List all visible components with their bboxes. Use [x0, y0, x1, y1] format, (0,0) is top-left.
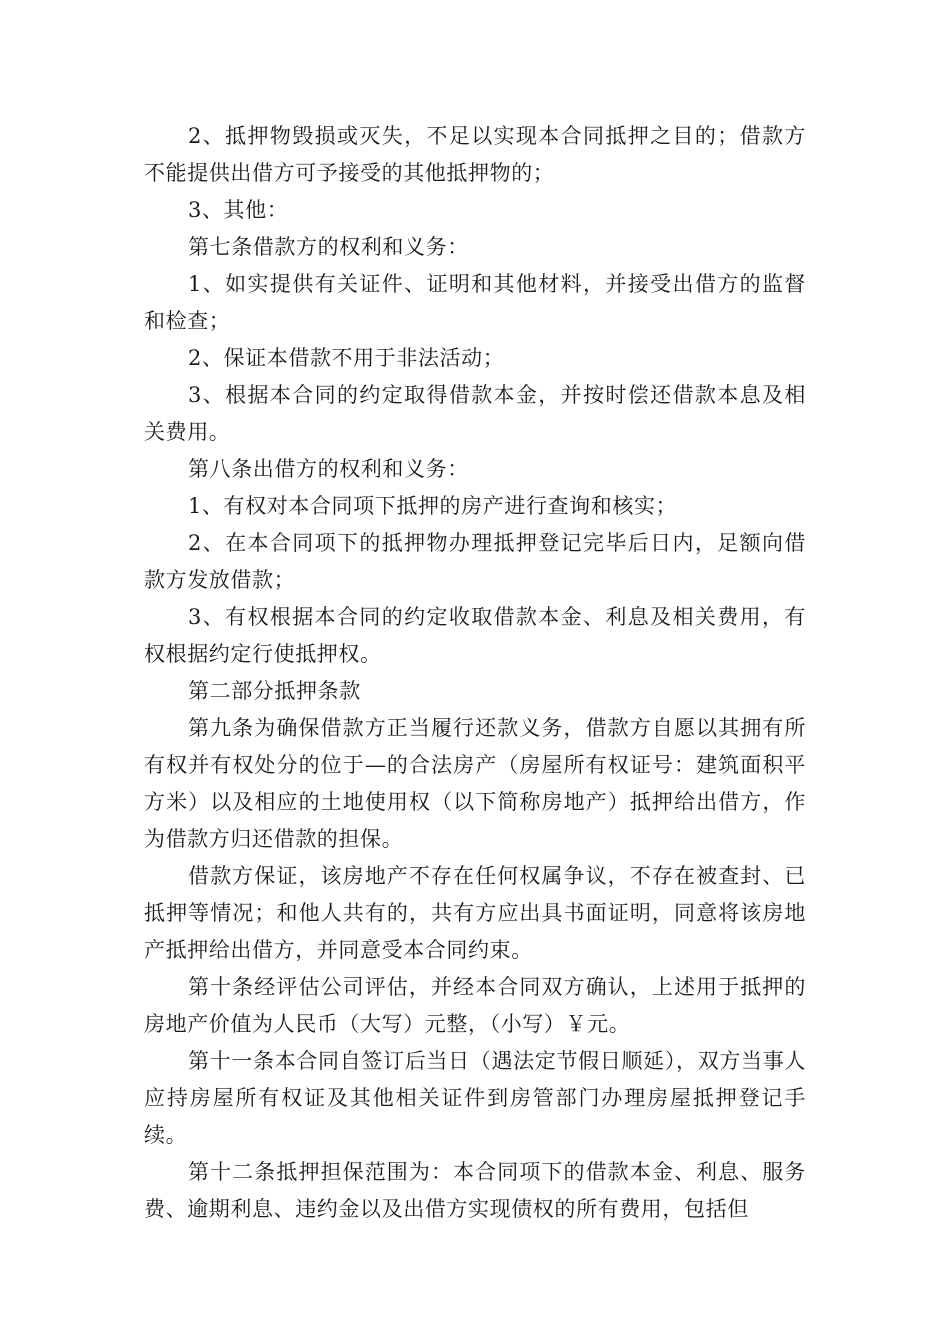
document-body [144, 118, 806, 1228]
paragraph-clause-9: 第九条为确保借款方正当履行还款义务，借款方自愿以其拥有所有权并有权处分的位于—的合法房产（房屋所有权证号：建筑面积平方米）以及相应的土地使用权（以下简称房地产）抵押给出借方，作为借款方归还借款的担保。 [144, 716, 806, 851]
paragraph-clause-7-item-2: 2、保证本借款不用于非法活动； [188, 346, 505, 370]
paragraph-clause-8-item-1: 1、有权对本合同项下抵押的房产进行查询和核实； [188, 494, 678, 518]
paragraph-clause-6-item-2: 2、抵押物毁损或灭失，不足以实现本合同抵押之目的；借款方不能提供出借方可予接受的其他抵押物的； [144, 124, 806, 185]
paragraph-clause-7-item-1: 1、如实提供有关证件、证明和其他材料，并接受出借方的监督和检查； [144, 272, 806, 333]
paragraph-clause-10: 第十条经评估公司评估，并经本合同双方确认，上述用于抵押的房地产价值为人民币（大写）元整，（小写）￥元。 [144, 975, 806, 1036]
paragraph-clause-8-item-2: 2、在本合同项下的抵押物办理抵押登记完毕后日内，足额向借款方发放借款； [144, 531, 806, 592]
paragraph-clause-11: 第十一条本合同自签订后当日（遇法定节假日顺延），双方当事人应持房屋所有权证及其他相关证件到房管部门办理房屋抵押登记手续。 [144, 1049, 806, 1147]
heading-clause-7: 第七条借款方的权利和义务： [188, 235, 469, 259]
heading-part-2: 第二部分抵押条款 [188, 679, 361, 703]
paragraph-clause-7-item-3: 3、根据本合同的约定取得借款本金，并按时偿还借款本息及相关费用。 [144, 383, 806, 444]
paragraph-borrower-guarantee: 借款方保证，该房地产不存在任何权属争议，不存在被查封、已抵押等情况；和他人共有的，共有方应出具书面证明，同意将该房地产抵押给出借方，并同意受本合同约束。 [144, 864, 806, 962]
paragraph-clause-6-item-3: 3、其他： [188, 198, 289, 222]
heading-clause-8: 第八条出借方的权利和义务： [188, 457, 469, 481]
paragraph-clause-12: 第十二条抵押担保范围为：本合同项下的借款本金、利息、服务费、逾期利息、违约金以及出借方实现债权的所有费用，包括但 [144, 1160, 806, 1221]
paragraph-clause-8-item-3: 3、有权根据本合同的约定收取借款本金、利息及相关费用，有权根据约定行使抵押权。 [144, 605, 806, 666]
